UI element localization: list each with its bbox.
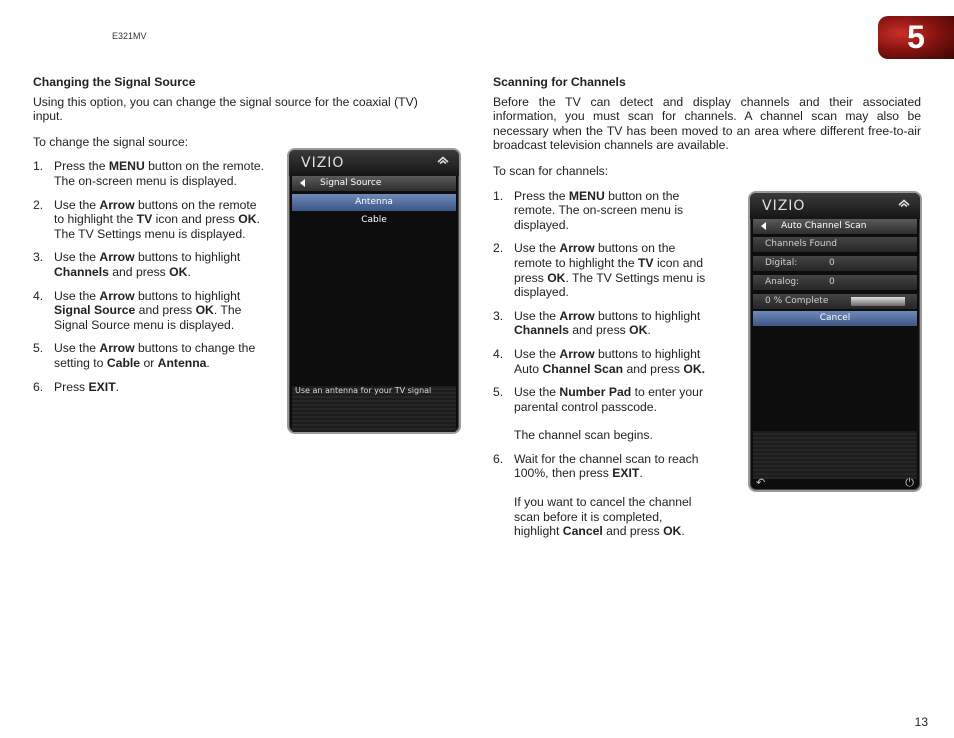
left-lead: To change the signal source: [33, 134, 189, 149]
back-icon[interactable]: ↶ [756, 476, 766, 489]
step-text: button on the remote. The on-screen menu is displayed. [54, 159, 265, 188]
step-item [33, 341, 269, 370]
step-text: . The TV Settings menu is displayed. [514, 270, 706, 300]
chapter-number: 5 [907, 19, 925, 55]
step-item [493, 347, 711, 376]
tv-digital-value: 0 [829, 258, 835, 268]
tv-option-cable[interactable]: Cable [361, 215, 387, 225]
step-number: 4. [33, 288, 44, 303]
step-text: . [115, 379, 120, 394]
step-number: 3. [493, 308, 504, 323]
step-number: 1. [493, 188, 504, 203]
step-item [33, 380, 269, 395]
step-text: Press the [54, 159, 109, 174]
tv-progress-label: 0 % Complete [765, 296, 829, 306]
left-heading: Changing the Signal Source [33, 75, 196, 89]
step-text: Press [54, 379, 89, 394]
step-item [493, 452, 711, 539]
step-text: and press [623, 361, 684, 376]
step-emphasis: Arrow [99, 250, 135, 265]
back-arrow-icon[interactable] [761, 222, 766, 230]
step-text: and press [135, 303, 196, 318]
tv-option-antenna[interactable]: Antenna [292, 194, 456, 211]
right-heading: Scanning for Channels [493, 75, 626, 89]
step-number: 5. [33, 341, 44, 356]
step-body [54, 380, 269, 395]
step-item [33, 289, 269, 333]
step-emphasis: TV [136, 212, 153, 227]
step-emphasis: OK [169, 264, 188, 279]
step-body [514, 241, 711, 299]
tv-menu-title-row [753, 219, 917, 234]
right-steps [493, 189, 711, 539]
step-item [493, 241, 711, 299]
step-number: 2. [33, 197, 44, 212]
tv-signal-source-screen [287, 148, 461, 434]
step-text: buttons to change the setting to [54, 341, 256, 370]
step-text: Use the [514, 241, 560, 256]
step-text: and press [108, 264, 170, 279]
step-number: 5. [493, 385, 504, 400]
step-emphasis: Arrow [559, 346, 595, 361]
step-text: . [187, 264, 191, 279]
model-number: E321MV [112, 31, 147, 41]
tv-menu-title-row [292, 176, 456, 191]
step-item [493, 309, 711, 338]
step-emphasis: Arrow [99, 197, 135, 212]
step-text: If you want to cancel the channel scan before it is completed, highlight [514, 495, 692, 539]
step-emphasis: Arrow [99, 341, 135, 356]
step-emphasis: EXIT [88, 379, 116, 394]
step-text: or [140, 355, 158, 370]
step-body [514, 452, 711, 481]
step-text: icon and press [152, 212, 239, 227]
step-emphasis: OK [238, 212, 257, 227]
step-emphasis: Channel Scan [542, 361, 624, 376]
step-text: Use the [514, 308, 560, 323]
tv-analog-value: 0 [829, 277, 835, 287]
chapter-badge [878, 16, 954, 59]
step-item [33, 250, 269, 279]
step-number: 2. [493, 241, 504, 256]
step-text: Use the [514, 385, 560, 400]
tv-channels-found: Channels Found [753, 237, 917, 252]
step-body [514, 385, 711, 414]
step-number: 1. [33, 159, 44, 174]
tv-hint-panel [753, 431, 917, 479]
tv-hint-text: Use an antenna for your TV signal [295, 386, 432, 395]
step-emphasis: Cable [106, 355, 141, 370]
step-text: and press [602, 524, 664, 539]
step-emphasis: Arrow [559, 241, 595, 256]
tv-digital-label: Digital: [765, 258, 798, 268]
step-emphasis: Antenna [157, 355, 207, 370]
step-note: The channel scan begins. [514, 428, 653, 443]
step-text: Use the [54, 288, 100, 303]
step-emphasis: OK [629, 323, 648, 338]
step-item [493, 189, 711, 233]
tv-analog-label: Analog: [765, 277, 800, 287]
step-text: to enter your parental control passcode. [514, 385, 703, 414]
step-text: . [681, 524, 685, 539]
tv-cancel-button[interactable]: Cancel [753, 311, 917, 326]
step-text: buttons on the remote to highlight the [514, 241, 676, 270]
tv-menu-title: Auto Channel Scan [781, 221, 867, 231]
step-text: buttons to highlight [134, 288, 241, 303]
tv-progress-row [753, 294, 917, 309]
step-body [514, 309, 711, 338]
step-emphasis: Number Pad [559, 385, 632, 400]
page-number: 13 [914, 715, 928, 729]
step-text: . [639, 466, 643, 481]
step-number: 3. [33, 250, 44, 265]
step-emphasis: Channels [514, 323, 569, 338]
tv-hint-panel [292, 386, 456, 434]
tv-progress-bar [851, 297, 905, 306]
step-text: . The Signal Source menu is displayed. [54, 303, 242, 332]
step-text: Wait for the channel scan to reach 100%, then press [514, 451, 699, 481]
step-item [33, 159, 269, 188]
step-body [514, 347, 711, 376]
step-text: buttons on the remote to highlight the [54, 197, 257, 227]
right-lead: To scan for channels: [493, 163, 609, 178]
step-text: Use the [54, 250, 100, 265]
tv-header [289, 150, 459, 176]
step-item [33, 198, 269, 242]
step-item [493, 385, 711, 443]
step-text: Press the [514, 188, 569, 203]
step-text: . [206, 355, 210, 370]
step-text: . [647, 323, 651, 338]
step-body [514, 189, 711, 233]
step-emphasis: MENU [108, 159, 145, 174]
step-emphasis: OK [663, 524, 682, 539]
step-body [54, 250, 269, 279]
step-emphasis: Cancel [562, 524, 603, 539]
step-body [54, 341, 269, 370]
step-text: and press [568, 323, 630, 338]
step-number: 6. [493, 451, 504, 466]
step-text: button on the remote. The on-screen menu is displayed. [514, 188, 684, 232]
exit-icon[interactable]: ⏻ [905, 476, 914, 489]
step-emphasis: Signal Source [54, 303, 136, 318]
step-text: buttons to highlight [134, 250, 241, 265]
step-emphasis: EXIT [612, 466, 640, 481]
right-intro: Before the TV can detect and display channels and their associated information, you must scan for channels. A channel scan may also be necessary when the TV has been moved to an area where different free-to-air broadcast television channels are available. [493, 94, 921, 153]
tv-analog-row [753, 275, 917, 290]
step-text: icon and press [514, 255, 704, 285]
vizio-logo: VIZIO [762, 198, 806, 214]
step-emphasis: MENU [568, 188, 605, 203]
step-number: 6. [33, 379, 44, 394]
step-text: Use the [54, 341, 100, 356]
back-arrow-icon[interactable] [300, 179, 305, 187]
step-body [54, 289, 269, 333]
step-emphasis: Arrow [559, 308, 595, 323]
step-body [54, 198, 269, 242]
home-icon [898, 199, 910, 211]
step-note [514, 495, 711, 539]
step-text: Use the [54, 197, 100, 212]
vizio-logo: VIZIO [301, 155, 345, 171]
step-emphasis: OK [547, 270, 566, 285]
step-emphasis: OK. [683, 361, 706, 376]
step-body [54, 159, 269, 188]
step-text: . The TV Settings menu is displayed. [54, 212, 260, 241]
step-text: Use the [514, 346, 560, 361]
tv-digital-row [753, 256, 917, 271]
home-icon [437, 156, 449, 168]
step-text: buttons to highlight Auto [514, 346, 701, 376]
tv-header [750, 193, 920, 219]
step-emphasis: Channels [54, 264, 109, 279]
step-emphasis: Arrow [99, 288, 135, 303]
left-intro: Using this option, you can change the signal source for the coaxial (TV) input. [33, 94, 418, 124]
left-steps [33, 159, 269, 394]
step-text: buttons to highlight [594, 308, 701, 323]
step-emphasis: TV [637, 255, 654, 270]
tv-menu-title: Signal Source [320, 178, 382, 188]
tv-channel-scan-screen [748, 191, 922, 492]
step-emphasis: OK [195, 303, 214, 318]
step-number: 4. [493, 346, 504, 361]
